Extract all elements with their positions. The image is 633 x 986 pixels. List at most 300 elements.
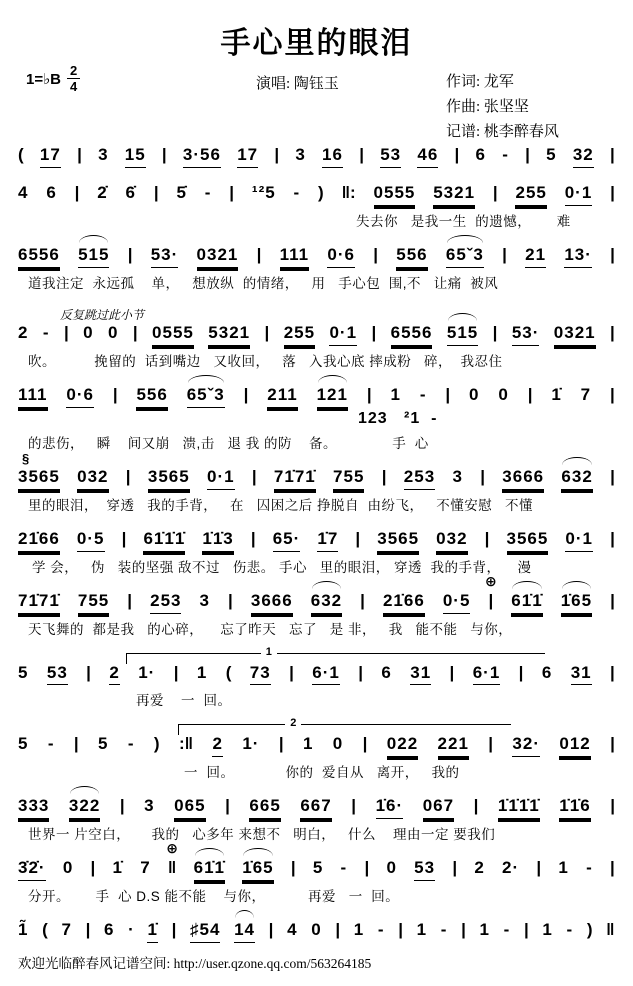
note-token: 065	[174, 795, 205, 819]
lyricist-credit: 作词: 龙军	[446, 74, 514, 90]
notes-row	[18, 450, 615, 490]
note-token: 6	[104, 920, 115, 940]
barline: |	[74, 182, 80, 202]
note-token: 5	[98, 734, 109, 754]
note-token: 1̇	[551, 384, 562, 404]
barline: |	[364, 858, 370, 878]
note-token: 53·	[512, 322, 540, 346]
barline: :‖	[178, 734, 194, 754]
note-token: 3	[98, 145, 109, 164]
segno-icon: §	[22, 450, 30, 466]
note-token: 255	[284, 322, 315, 346]
notation-line	[18, 384, 615, 452]
notes-row	[18, 733, 615, 757]
note-token: 0	[62, 858, 74, 878]
note-token: 6·1	[473, 662, 501, 686]
note-token: 1̇65	[242, 857, 273, 881]
notation-line	[18, 244, 615, 292]
note-token: -	[419, 384, 427, 404]
barline: |	[398, 920, 403, 940]
barline: |	[225, 796, 230, 816]
barline: |	[274, 145, 280, 164]
barline: |	[278, 734, 284, 754]
notes-row	[18, 919, 615, 943]
note-token: 1·	[242, 734, 260, 754]
barline: |	[127, 244, 133, 264]
note-token: 3	[452, 466, 463, 486]
note-token: 61̇1̇	[511, 590, 542, 614]
barline: |	[127, 590, 133, 610]
notes-row	[18, 528, 615, 552]
note-token: -	[586, 858, 593, 878]
sheet-header	[18, 6, 615, 140]
barline: |	[112, 384, 118, 404]
note-token: 1̇	[112, 858, 123, 878]
key-signature	[26, 64, 80, 93]
note-token: -	[47, 734, 55, 754]
note-token: 7	[61, 920, 72, 940]
note-token: 012	[559, 733, 590, 757]
barline: |	[132, 322, 138, 342]
barline: |	[610, 528, 615, 548]
note-token: 1̃	[18, 920, 29, 940]
note-token: 6	[475, 145, 486, 164]
barline: |	[351, 796, 357, 816]
barline: |	[360, 590, 365, 610]
barline: |	[290, 858, 296, 878]
barline: |	[610, 590, 615, 610]
score-lines	[18, 144, 615, 943]
barline: |	[77, 145, 82, 164]
notation-line	[18, 528, 615, 576]
note-token: 253	[150, 590, 181, 614]
lyrics-row: 世界一 片空白， 我的 心多年 来想不 明白， 什么 理由一定 要我们	[28, 827, 496, 843]
note-token: 5	[18, 734, 29, 754]
ending-number: 1	[261, 646, 277, 658]
barline: | ⊕	[484, 572, 497, 610]
note-token: -	[566, 920, 574, 940]
music-symbol: (	[225, 662, 232, 682]
note-token: 0·1	[329, 322, 357, 346]
barline: |	[268, 920, 274, 940]
slur-arc	[318, 375, 347, 383]
note-token: -	[377, 920, 385, 940]
note-token: 16	[322, 144, 343, 168]
composer-credit: 作曲: 张坚坚	[446, 98, 529, 115]
barline: |	[228, 590, 233, 610]
barline: |	[121, 528, 127, 548]
barline: |	[523, 920, 529, 940]
note-token: 032	[436, 528, 467, 552]
note-token: 31	[571, 662, 592, 686]
note-token: 0	[108, 322, 119, 342]
note-token: 53	[47, 662, 68, 686]
note-token: 14	[234, 919, 255, 943]
note-token: 17	[237, 144, 258, 168]
music-symbol: )	[586, 920, 593, 940]
barline: ‖	[606, 920, 615, 940]
barline: |	[362, 734, 368, 754]
note-token: 1̇1̇1̇1̇	[498, 795, 540, 819]
note-token: 3̇2̇·	[18, 857, 46, 881]
note-token: 022	[387, 733, 418, 757]
barline: |	[161, 145, 167, 164]
note-token: 32	[573, 144, 594, 168]
note-token: 1·	[138, 662, 156, 682]
slur-arc	[70, 786, 99, 794]
note-token: ¹²5	[251, 182, 276, 202]
note-token: 0321	[197, 244, 239, 268]
note-token: 3·56	[183, 144, 221, 168]
note-token: 3565	[18, 466, 60, 490]
lyrics-row: 里的眼泪， 穿透 我的手背， 在 囚困之后 挣脱自 由纷飞， 不懂安慰 不懂	[28, 497, 534, 513]
note-token: 71̇71̇	[18, 590, 60, 614]
note-token: 632	[311, 590, 342, 614]
music-symbol: ·	[128, 920, 134, 940]
note-token: 4	[287, 920, 298, 940]
note-token: 13·	[564, 244, 592, 268]
barline: |	[119, 796, 125, 816]
barline: |	[610, 384, 615, 404]
note-token: 1	[390, 384, 401, 404]
barline: |	[85, 920, 91, 940]
notation-line	[18, 306, 615, 370]
lyrics-row: 吹。 挽留的 话到嘴边 又收回， 落 入我心底 摔成粉 碎， 我忍住	[28, 353, 503, 369]
note-token: 0·1	[565, 528, 593, 552]
meter-denominator: 4	[70, 79, 78, 94]
note-token: 61̇1̇1̇	[143, 528, 185, 552]
note-token: 0·6	[327, 244, 355, 268]
barline: |	[502, 244, 507, 264]
barline: |	[125, 466, 131, 486]
note-token: 632	[561, 466, 592, 490]
note-token: 6·1	[312, 662, 340, 686]
barline: |	[153, 182, 159, 202]
note-token: 6	[381, 662, 392, 682]
barline: ‖ ⊕	[166, 840, 179, 878]
note-token: 221	[438, 733, 469, 757]
notes-row	[18, 182, 615, 206]
barline: |	[610, 182, 615, 202]
lyrics-row: 一 回。 你的 爱自从 离开， 我的	[184, 765, 460, 781]
note-token: 2·	[502, 858, 520, 878]
note-token: 3	[144, 796, 155, 816]
note-token: 2	[18, 322, 29, 342]
meter-numerator: 2	[67, 64, 80, 79]
slur-arc	[243, 848, 272, 856]
singer-credit: 演唱: 陶钰玉	[256, 76, 339, 92]
lyrics-row: 分开。 手 心 D.S 能不能 与你， 再爱 一 回。	[28, 889, 400, 905]
note-token: 1	[302, 734, 314, 754]
note-token: 253	[404, 466, 435, 490]
note-token: 755	[333, 466, 364, 490]
barline: |	[445, 384, 451, 404]
note-token: -	[127, 734, 135, 754]
note-token: -	[293, 182, 301, 202]
note-token: 17	[40, 144, 61, 168]
barline: |	[492, 322, 498, 342]
note-token: 1	[558, 858, 569, 878]
note-token: 515	[78, 244, 109, 268]
coda-icon: ⊕	[484, 572, 497, 589]
note-token: 6	[46, 182, 57, 202]
barline: |	[250, 528, 256, 548]
slur-arc	[235, 910, 254, 918]
note-token: 1	[542, 920, 553, 940]
barline: |	[461, 920, 466, 940]
notes-row	[18, 662, 615, 686]
barline: |	[229, 182, 235, 202]
barline: |	[480, 466, 485, 486]
barline: |	[518, 662, 524, 682]
slur-arc	[562, 581, 591, 589]
note-token: 0·1	[565, 182, 593, 206]
note-token: 5321	[208, 322, 250, 346]
barline: |	[454, 145, 460, 164]
barline: |	[610, 662, 615, 682]
credits-block	[446, 70, 559, 144]
notes-row	[18, 322, 615, 346]
note-token: 067	[423, 795, 454, 819]
note-token: 1	[196, 662, 208, 682]
note-token: 556	[396, 244, 427, 268]
note-token: 755	[78, 590, 109, 614]
barline: |	[536, 858, 542, 878]
note-token: 4	[18, 182, 29, 202]
notes-row	[18, 572, 615, 614]
note-token: 1̇7	[317, 528, 338, 552]
note-token: 3	[199, 590, 210, 610]
note-token: 3565	[377, 528, 419, 552]
music-symbol: )	[153, 734, 160, 754]
time-signature	[67, 64, 80, 93]
barline: |	[90, 858, 96, 878]
barline: |	[243, 384, 249, 404]
note-token: 5	[546, 145, 557, 164]
notes-row	[18, 244, 615, 268]
notation-line	[18, 795, 615, 843]
alt-notes-row: 123 ²1 -	[358, 409, 438, 427]
note-token: 1	[416, 920, 428, 940]
note-token: 53·	[151, 244, 179, 268]
note-token: 0	[83, 322, 94, 342]
notes-row	[18, 795, 615, 819]
note-token: 0	[469, 384, 480, 404]
note-token: -	[502, 145, 509, 164]
note-token: 21̇66	[18, 528, 60, 552]
barline: |	[86, 662, 91, 682]
ending-number: 2	[285, 717, 301, 729]
barline: |	[609, 145, 615, 164]
note-token: 2	[109, 662, 119, 686]
note-token: 665	[249, 795, 280, 819]
note-token: 3666	[251, 590, 293, 614]
note-token: 32·	[512, 733, 540, 757]
barline: |	[355, 528, 361, 548]
note-token: 5̇	[176, 182, 187, 202]
barline: |	[371, 322, 377, 342]
note-token: 0	[386, 858, 397, 878]
barline: |	[610, 244, 615, 264]
note-token: 1̇65	[561, 590, 592, 614]
note-token: 667	[300, 795, 331, 819]
music-symbol: (	[42, 920, 48, 940]
note-token: 53	[414, 857, 435, 881]
slur-arc	[447, 235, 483, 243]
note-token: 5	[18, 662, 29, 682]
notes-row	[18, 840, 615, 881]
note-token: -	[204, 182, 212, 202]
barline: |	[289, 662, 294, 682]
barline: |	[171, 920, 177, 940]
note-token: 31	[410, 662, 431, 686]
lyrics-row: 失去你 是我一生 的遗憾， 难	[356, 213, 571, 229]
note-token: 211	[267, 384, 297, 408]
barline: |	[484, 528, 490, 548]
lyrics-row: 再爱 一 回。	[136, 693, 232, 709]
page-title: 手心里的眼泪	[220, 27, 413, 60]
note-token: 3666	[502, 466, 544, 490]
note-token: 556	[136, 384, 167, 408]
slur-arc	[312, 581, 341, 589]
note-token: 5	[312, 858, 324, 878]
note-token: 2	[474, 858, 485, 878]
barline: |	[256, 244, 262, 264]
lyrics-row: 天飞舞的 都是我 的心碎， 忘了昨天 忘了 是 非， 我 能不能 与你，	[28, 621, 513, 637]
note-token: -	[440, 920, 448, 940]
notation-line	[18, 840, 615, 905]
slur-arc	[562, 457, 591, 465]
note-token: 032	[77, 466, 108, 490]
barline: |	[488, 734, 494, 754]
note-token: 255	[515, 182, 546, 206]
note-token: 65ˇ3	[187, 384, 225, 408]
barline: |	[609, 858, 615, 878]
notation-line	[18, 182, 615, 230]
barline: |	[335, 920, 341, 940]
note-token: 1̇	[147, 919, 157, 943]
note-token: 0	[332, 734, 344, 754]
note-token: ♯54	[190, 919, 220, 943]
barline: |	[473, 796, 479, 816]
note-token: 0555	[152, 322, 194, 346]
note-token: 1	[479, 920, 490, 940]
note-token: 53	[380, 144, 401, 168]
note-token: 46	[417, 144, 438, 168]
barline: |	[366, 384, 372, 404]
slur-arc	[79, 235, 108, 243]
note-token: 21̇66	[383, 590, 425, 614]
footer-note: 欢迎光临醉春风记谱空间: http://user.qzone.qq.com/563264185	[18, 956, 372, 971]
barline: |	[63, 322, 69, 342]
note-token: 61̇1̇	[194, 857, 225, 881]
lyrics-row: 学 会， 伪 装的坚强 敌不过 伤悲。 手心 里的眼泪， 穿透 我的手背， 漫	[32, 559, 532, 575]
barline: |	[610, 734, 615, 754]
slur-arc	[188, 375, 224, 383]
note-token: 1̇1̇6	[559, 795, 590, 819]
notation-line	[18, 572, 615, 638]
notes-row	[18, 144, 615, 168]
note-token: 6556	[391, 322, 433, 346]
slur-arc	[512, 581, 541, 589]
barline: |	[358, 662, 363, 682]
barline: |	[373, 244, 378, 264]
barline: ‖:	[341, 182, 356, 202]
barline: |	[610, 466, 615, 486]
note-token: 0·6	[66, 384, 94, 408]
note-token: 6556	[18, 244, 60, 268]
note-token: 71̇71̇	[274, 466, 316, 490]
note-token: 6	[541, 662, 553, 682]
note-token: 0	[498, 384, 509, 404]
note-token: -	[503, 920, 511, 940]
barline: |	[359, 145, 364, 164]
note-token: 515	[447, 322, 478, 346]
barline: |	[610, 796, 615, 816]
note-token: 15	[125, 144, 146, 168]
note-token: 5321	[433, 182, 475, 206]
note-token: 3	[295, 145, 306, 164]
barline: |	[264, 322, 270, 342]
note-token: 6̇	[125, 182, 137, 202]
note-token: 121	[317, 384, 348, 408]
coda-icon: ⊕	[166, 840, 179, 857]
note-token: 0·1	[207, 466, 235, 490]
lyrics-row: 道我注定 永远孤 单， 想放纵 的情绪， 用 手心包 围,不 让痛 被风	[28, 275, 499, 291]
note-token: 0·5	[443, 590, 471, 614]
notation-line	[18, 144, 615, 168]
note-token: 2̇	[97, 182, 108, 202]
barline: |	[492, 182, 498, 202]
barline: |	[525, 145, 530, 164]
note-token: 2	[212, 733, 222, 757]
notes-row	[18, 384, 615, 408]
notation-line	[18, 919, 615, 943]
note-token: 111	[18, 384, 48, 408]
note-token: 3565	[507, 528, 549, 552]
note-token: 73	[250, 662, 271, 686]
barline: |	[452, 858, 458, 878]
note-token: 1	[353, 920, 365, 940]
note-token: 111	[280, 244, 310, 268]
note-token: 0	[311, 920, 322, 940]
music-symbol: )	[318, 182, 324, 202]
repeat-annotation: 反复跳过此小节	[60, 307, 145, 322]
barline: |	[251, 466, 257, 486]
lyrics-row: 的悲伤， 瞬 间又崩 溃,击 退 我 的防 备。 手 心	[28, 435, 429, 451]
barline: |	[449, 662, 455, 682]
note-token: -	[340, 858, 348, 878]
note-token: 3565	[148, 466, 190, 490]
notation-line	[18, 717, 615, 781]
note-token: 333	[18, 795, 49, 819]
note-token: 1̇6·	[376, 795, 404, 819]
barline: |	[381, 466, 387, 486]
barline: |	[73, 734, 79, 754]
note-token: 7	[580, 384, 592, 404]
note-token: 0·5	[77, 528, 105, 552]
barline: |	[527, 384, 533, 404]
note-token: 322	[69, 795, 100, 819]
note-token: 65ˇ3	[446, 244, 484, 268]
note-token: 0321	[554, 322, 596, 346]
note-token: 1̇1̇3	[202, 528, 233, 552]
slur-arc	[195, 848, 224, 856]
barline: |	[173, 662, 179, 682]
music-symbol: (	[18, 145, 24, 164]
key-label: 1=♭B	[26, 70, 62, 88]
note-token: 21	[525, 244, 546, 268]
